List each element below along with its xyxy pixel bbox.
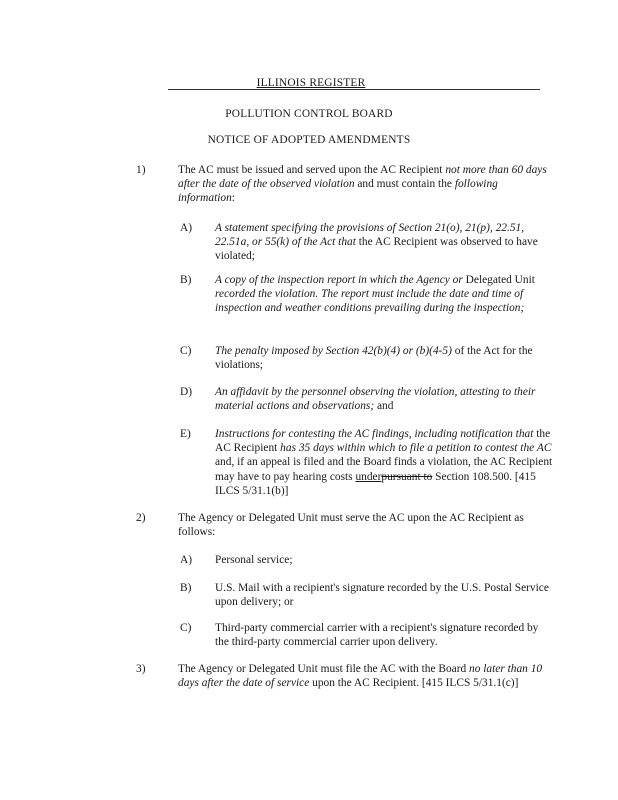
item-1C-text: The penalty imposed by Section 42(b)(4) or (b)(4-5) of the Act for the violations; <box>215 345 533 372</box>
item-1B-text: A copy of the inspection report in which the Agency or Delegated Unit recorded the violation. The report must include the date and time of inspection and weather conditions prevailing during the inspection; <box>215 274 535 315</box>
item-2-text: The Agency or Delegated Unit must serve the AC upon the AC Recipient as follows: <box>178 512 524 539</box>
item-1A-text: A statement specifying the provisions of Section 21(o), 21(p), 22.51, 22.51a, or 55(k) of the Act that the AC Recipient was observed to have violated; <box>215 222 538 263</box>
inserted-text: under <box>355 470 382 483</box>
deleted-text: pursuant to <box>381 470 433 483</box>
board-title: POLLUTION CONTROL BOARD <box>225 108 393 120</box>
item-1D-label: D) <box>180 386 193 398</box>
item-1E-text: Instructions for contesting the AC findings, including notification that the AC Recipient has 35 days within which to file a petition to contest the AC and, if an appeal is filed and the Board finds a violation, the AC Recipient may have to pay hearing costs underpursuant to Section 108.500. [415 ILCS 5/31.1(b)] <box>215 428 553 497</box>
item-3-number: 3) <box>136 663 146 675</box>
item-2A-label: A) <box>180 554 193 566</box>
item-1-text: The AC must be issued and served upon the AC Recipient not more than 60 days after the date of the observed violation and must contain the following information: <box>178 164 547 205</box>
item-2C-label: C) <box>180 622 192 634</box>
item-1B-label: B) <box>180 274 192 286</box>
item-2C-text: Third-party commercial carrier with a recipient's signature recorded by the third-party commercial carrier upon delivery. <box>215 622 539 649</box>
item-2-number: 2) <box>136 512 146 524</box>
notice-title: NOTICE OF ADOPTED AMENDMENTS <box>207 134 411 146</box>
item-2A-text: Personal service; <box>215 554 293 566</box>
item-2B-text: U.S. Mail with a recipient's signature recorded by the U.S. Postal Service upon delivery; or <box>215 582 549 609</box>
item-1A-label: A) <box>180 222 193 234</box>
item-1D-text: An affidavit by the personnel observing the violation, attesting to their material actions and observations; and <box>215 386 536 413</box>
item-1-number: 1) <box>136 164 146 176</box>
item-1E-label: E) <box>180 428 191 440</box>
item-3-text: The Agency or Delegated Unit must file the AC with the Board no later than 10 days after the date of service upon the AC Recipient. [415 ILCS 5/31.1(c)] <box>178 663 543 690</box>
register-header: ILLINOIS REGISTER <box>256 77 366 89</box>
item-1C-label: C) <box>180 345 192 357</box>
header-rule <box>168 89 540 90</box>
item-2B-label: B) <box>180 582 192 594</box>
